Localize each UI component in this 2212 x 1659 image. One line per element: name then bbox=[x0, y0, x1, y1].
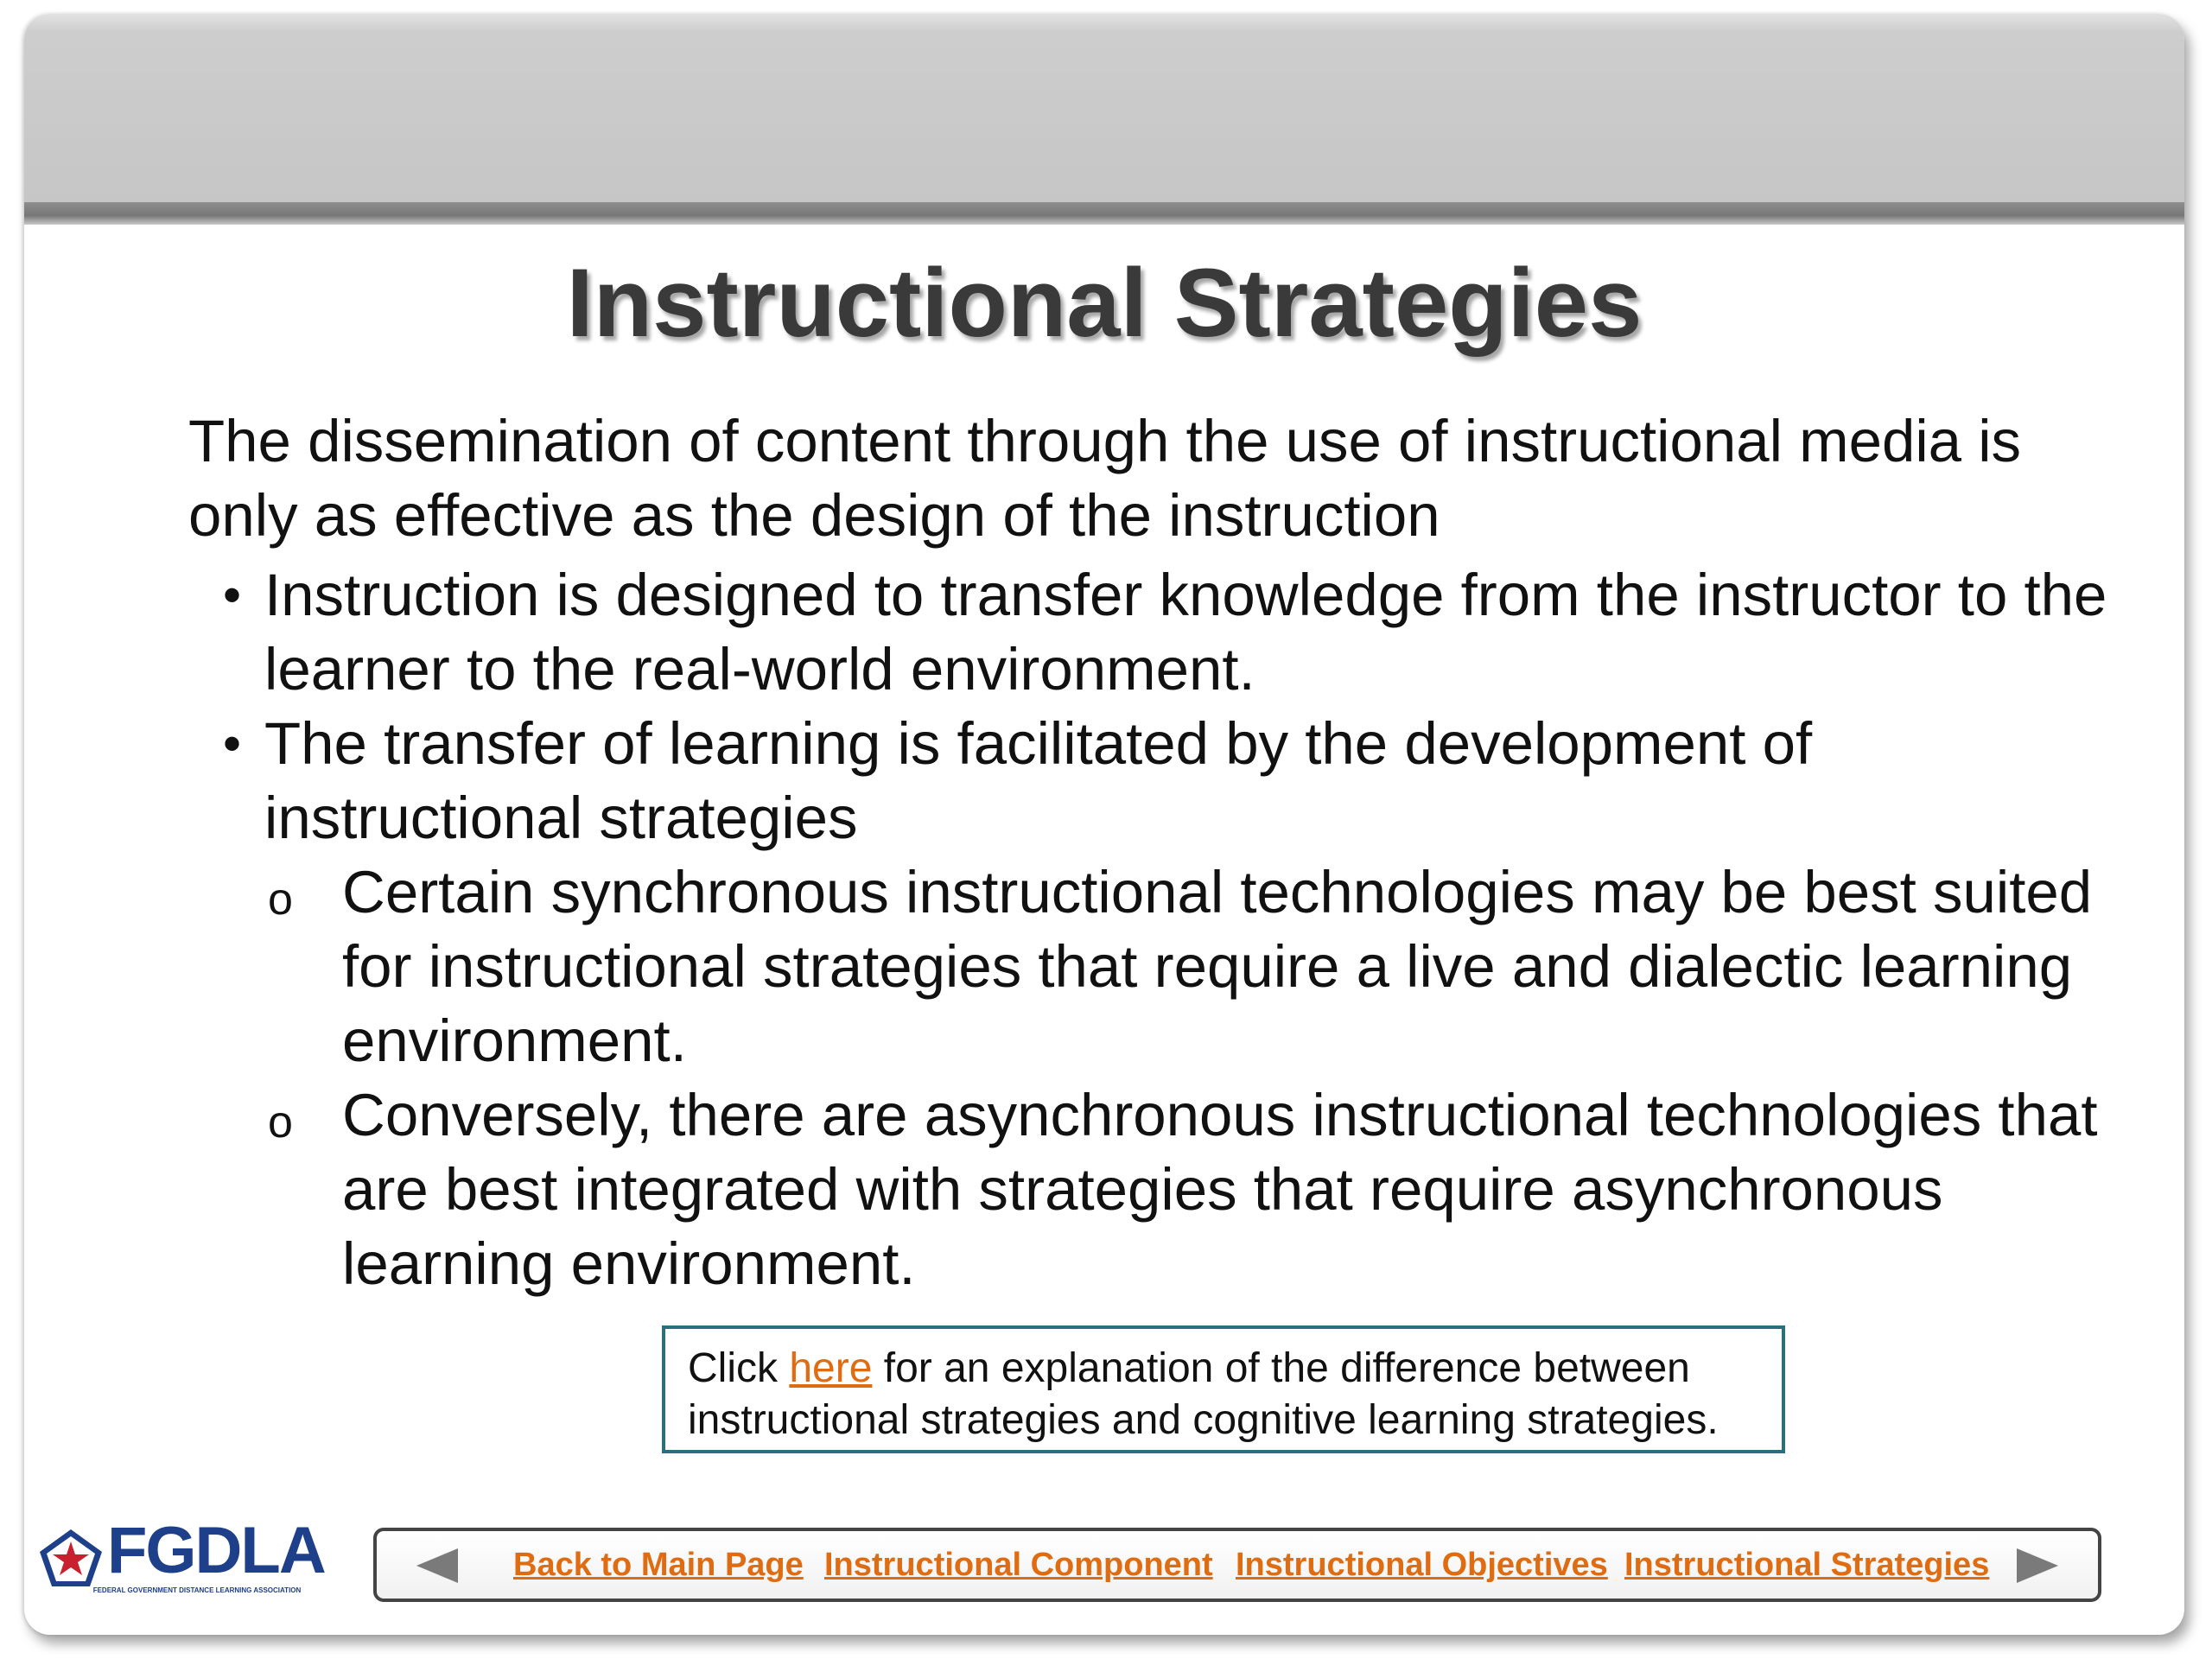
nav-link-instructional-objectives[interactable]: Instructional Objectives bbox=[1236, 1547, 1608, 1583]
sub-bullet-list bbox=[264, 855, 2124, 1301]
pentagon-star-icon bbox=[38, 1528, 104, 1588]
triangle-left-icon[interactable] bbox=[415, 1547, 460, 1585]
explanation-callout bbox=[662, 1325, 1785, 1453]
callout-suffix: for an explanation of the difference between instructional strategies and cognitive learning strategies. bbox=[688, 1345, 1719, 1443]
sub-bullet-text: Conversely, there are asynchronous instructional technologies that are best integrated with strategies that require asynchronous learning environment. bbox=[342, 1082, 2098, 1297]
sub-bullet-text: Certain synchronous instructional technologies may be best suited for instructional strategies that require a live and dialectic learning environment. bbox=[342, 859, 2093, 1074]
bullet-text: Instruction is designed to transfer knowledge from the instructor to the learner to the real-world environment. bbox=[264, 562, 2107, 702]
nav-link-main-page[interactable]: Back to Main Page bbox=[513, 1547, 804, 1583]
nav-link-instructional-strategies[interactable]: Instructional Strategies bbox=[1624, 1547, 1990, 1583]
bullet-text: The transfer of learning is facilitated by the development of instructional strategies bbox=[264, 710, 1813, 851]
logo-wordmark: FGDLA bbox=[107, 1514, 325, 1587]
bullet-item bbox=[188, 707, 2124, 1301]
slide-body bbox=[188, 404, 2124, 1301]
bullet-dot-icon: • bbox=[223, 715, 242, 772]
sub-bullet-circle-icon: o bbox=[268, 874, 293, 925]
header-band bbox=[24, 14, 2184, 202]
fgdla-logo bbox=[38, 1514, 349, 1600]
sub-bullet-circle-icon: o bbox=[268, 1097, 293, 1147]
sub-bullet-item bbox=[264, 1078, 2124, 1301]
logo-subtitle: FEDERAL GOVERNMENT DISTANCE LEARNING ASSOCIATION bbox=[92, 1586, 302, 1594]
nav-link-instructional-component[interactable]: Instructional Component bbox=[824, 1547, 1213, 1583]
bullet-item bbox=[188, 558, 2124, 707]
here-link[interactable]: here bbox=[789, 1345, 873, 1391]
callout-prefix: Click bbox=[688, 1345, 790, 1391]
bullet-dot-icon: • bbox=[223, 566, 242, 624]
header-divider bbox=[24, 202, 2184, 225]
slide-title: Instructional Strategies bbox=[566, 249, 1643, 357]
bullet-list bbox=[188, 558, 2124, 1301]
sub-bullet-item bbox=[264, 855, 2124, 1078]
navigation-bar bbox=[373, 1528, 2101, 1602]
intro-paragraph: The dissemination of content through the use of instructional media is only as effective as the design of the instruction bbox=[188, 408, 2022, 549]
triangle-right-icon[interactable] bbox=[2015, 1547, 2060, 1585]
